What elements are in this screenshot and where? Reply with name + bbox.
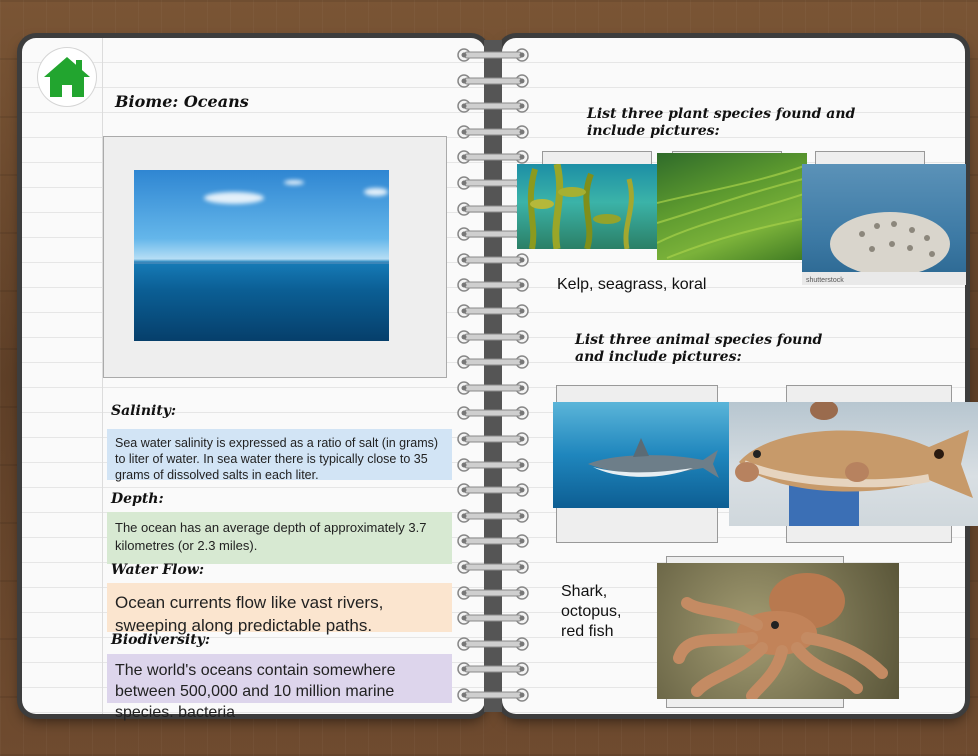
- spiral-ring: [455, 637, 531, 651]
- spiral-ring: [455, 586, 531, 600]
- ocean-image[interactable]: [134, 170, 389, 341]
- spiral-ring: [455, 48, 531, 62]
- spiral-ring: [455, 432, 531, 446]
- spiral-ring: [455, 150, 531, 164]
- spiral-ring: [455, 560, 531, 574]
- spiral-ring: [455, 611, 531, 625]
- shark-image[interactable]: [553, 402, 729, 508]
- salinity-text[interactable]: Sea water salinity is expressed as a ratio of salt (in grams) to liter of water. In sea water there is typically close to 35 grams of dissolved salts in each liter.: [107, 429, 452, 480]
- biodiversity-label: Biodiversity:: [111, 632, 210, 648]
- page-title: Biome: Oceans: [115, 92, 249, 111]
- red-fish-image[interactable]: [729, 402, 978, 526]
- shutterstock-watermark: shutterstock: [806, 277, 844, 284]
- spiral-ring: [455, 330, 531, 344]
- spiral-ring: [455, 483, 531, 497]
- home-button[interactable]: [38, 48, 96, 106]
- spiral-ring: [455, 509, 531, 523]
- plants-answer[interactable]: Kelp, seagrass, koral: [557, 276, 707, 293]
- coral-image[interactable]: [802, 164, 966, 285]
- spiral-ring: [455, 662, 531, 676]
- animals-answer[interactable]: Shark, octopus, red fish: [561, 583, 622, 640]
- spiral-ring: [455, 688, 531, 702]
- seagrass-image[interactable]: [657, 153, 807, 260]
- octopus-image[interactable]: [657, 563, 899, 699]
- kelp-image[interactable]: [517, 164, 657, 249]
- spiral-ring: [455, 534, 531, 548]
- spiral-ring: [455, 304, 531, 318]
- biodiversity-text[interactable]: The world's oceans contain somewhere between 500,000 and 10 million marine species. bacteria: [107, 654, 452, 703]
- depth-label: Depth:: [111, 491, 164, 507]
- spiral-ring: [455, 278, 531, 292]
- spiral-ring: [455, 355, 531, 369]
- water-flow-text[interactable]: Ocean currents flow like vast rivers, sweeping along predictable paths.: [107, 583, 452, 632]
- spiral-ring: [455, 125, 531, 139]
- water-flow-label: Water Flow:: [111, 562, 205, 578]
- spiral-ring: [455, 74, 531, 88]
- home-icon: [42, 55, 92, 99]
- depth-text[interactable]: The ocean has an average depth of approximately 3.7 kilometres (or 2.3 miles).: [107, 512, 452, 564]
- spiral-ring: [455, 458, 531, 472]
- spiral-ring: [455, 99, 531, 113]
- salinity-label: Salinity:: [111, 403, 177, 419]
- plants-prompt: List three plant species found and include pictures:: [587, 106, 856, 139]
- spiral-ring: [455, 381, 531, 395]
- spiral-ring: [455, 406, 531, 420]
- animals-prompt: List three animal species found and include pictures:: [575, 332, 823, 365]
- spiral-ring: [455, 253, 531, 267]
